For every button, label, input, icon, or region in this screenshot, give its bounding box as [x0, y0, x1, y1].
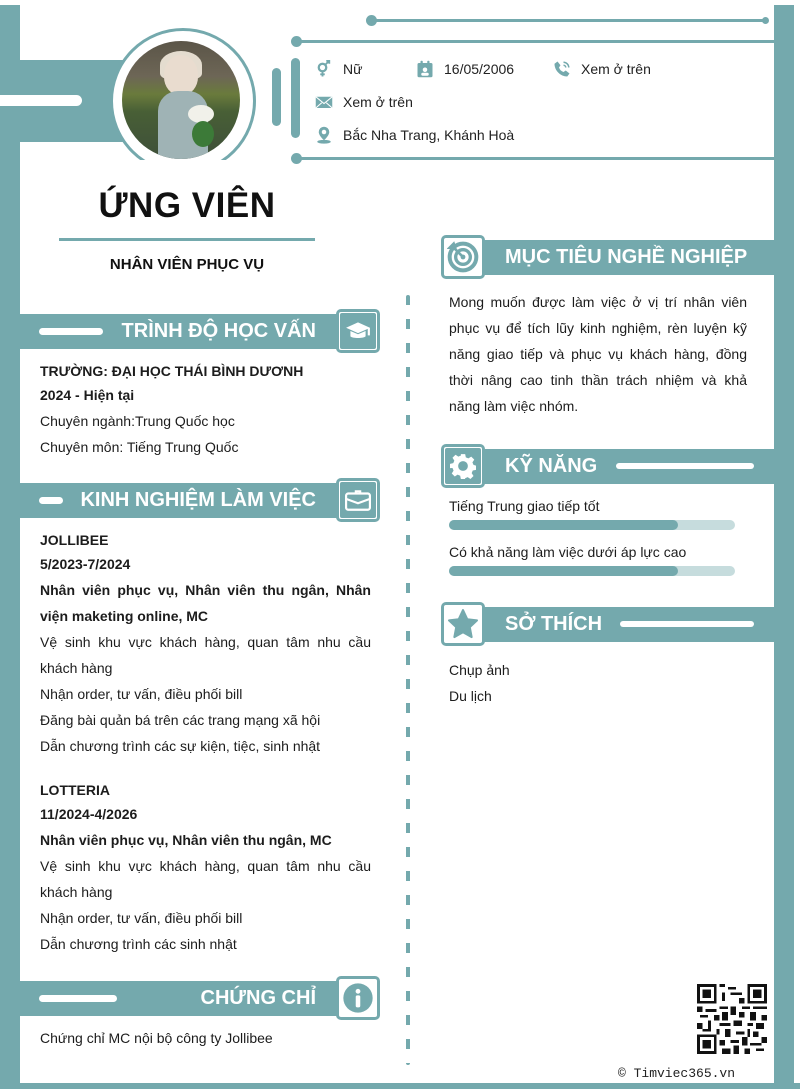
- job-company: LOTTERIA: [40, 782, 110, 798]
- job-position: Nhân viên phục vụ, Nhân viên thu ngân, MC: [40, 832, 332, 848]
- skill-label: Tiếng Trung giao tiếp tốt: [449, 498, 600, 514]
- section-header-experience: [20, 483, 338, 518]
- education-period: 2024 - Hiện tại: [40, 387, 135, 403]
- contact-phone: [553, 60, 651, 78]
- job-entry: [40, 777, 371, 957]
- education-content: [40, 358, 372, 460]
- contact-email: [315, 93, 413, 111]
- copyright: © Timviec365.vn: [618, 1066, 736, 1081]
- candidate-name: ỨNG VIÊN: [98, 186, 276, 225]
- contact-birthday: [416, 60, 514, 78]
- section-header-objective: [484, 240, 774, 275]
- education-major: Chuyên ngành:Trung Quốc học: [40, 413, 235, 429]
- decor-vbar: [272, 68, 281, 126]
- experience-title: KINH NGHIỆM LÀM VIỆC: [80, 489, 316, 511]
- objective-text: Mong muốn được làm việc ở vị trí nhân viên phục vụ để tích lũy kinh nghiệm, rèn luyện kỹ năng giao tiếp và phục vụ khách hàng, đồng thời nâng cao tinh thần trách nhiệm và khả năng làm việc nhóm.: [449, 294, 747, 414]
- section-header-certificates: [20, 981, 338, 1016]
- skill-bar: [449, 520, 735, 530]
- birthday-value: 16/05/2006: [444, 61, 515, 77]
- job-duty: Nhận order, tư vấn, điều phối bill: [40, 910, 243, 926]
- section-header-hobbies: [484, 607, 774, 642]
- job-duty: Vệ sinh khu vực khách hàng, quan tâm nhu cầu khách hàng: [40, 634, 371, 676]
- certificate-item: Chứng chỉ MC nội bộ công ty Jollibee: [40, 1030, 273, 1046]
- frame-bottom: [0, 1083, 800, 1089]
- experience-icon-box: [336, 478, 380, 522]
- objective-title: MỤC TIÊU NGHỀ NGHIỆP: [505, 246, 748, 268]
- hobby-item: Chụp ảnh: [449, 662, 510, 678]
- objective-icon-box: [441, 235, 485, 279]
- gear-icon: [450, 453, 476, 479]
- name-underline: [59, 238, 315, 241]
- section-header-skills: [484, 449, 774, 484]
- gender-value: Nữ: [343, 61, 363, 77]
- frame-right: [774, 5, 794, 1089]
- job-position: Nhân viên phục vụ, Nhân viên thu ngân, Nhân viện maketing online, MC: [40, 582, 371, 624]
- education-school: TRƯỜNG: ĐẠI HỌC THÁI BÌNH DƯƠNH: [40, 363, 304, 379]
- job-duty: Vệ sinh khu vực khách hàng, quan tâm nhu cầu khách hàng: [40, 858, 371, 900]
- hobbies-title: SỞ THÍCH: [505, 613, 603, 635]
- decor-line: [372, 19, 765, 22]
- column-divider: [406, 295, 410, 1065]
- education-icon-box: [336, 309, 380, 353]
- skill-label: Có khả năng làm việc dưới áp lực cao: [449, 544, 687, 560]
- gender-icon: [315, 60, 333, 78]
- email-value: Xem ở trên: [343, 94, 413, 110]
- phone-value: Xem ở trên: [581, 61, 651, 77]
- job-duty: Dẫn chương trình các sự kiện, tiệc, sinh nhật: [40, 738, 321, 754]
- hobbies-list: [449, 657, 510, 709]
- contact-address: [315, 126, 514, 144]
- skill-fill: [449, 566, 678, 576]
- hobbies-icon-box: [441, 602, 485, 646]
- job-period: 5/2023-7/2024: [40, 556, 131, 572]
- skills-list: [449, 493, 735, 576]
- decor-vbar: [291, 58, 300, 138]
- contact-gender: [315, 60, 362, 78]
- briefcase-icon: [345, 487, 371, 513]
- section-header-education: [20, 314, 338, 349]
- decor-line: [296, 40, 774, 43]
- star-icon: [447, 608, 479, 640]
- calendar-icon: [416, 60, 434, 78]
- address-value: Bắc Nha Trang, Khánh Hoà: [343, 127, 515, 143]
- hobby-item: Du lịch: [449, 688, 492, 704]
- phone-icon: [553, 60, 571, 78]
- certificates-icon-box: [336, 976, 380, 1020]
- decor-line: [296, 157, 774, 160]
- qr-code: [697, 984, 767, 1054]
- education-specialty: Chuyên môn: Tiếng Trung Quốc: [40, 439, 239, 455]
- graduation-cap-icon: [345, 318, 371, 344]
- job-duty: Đăng bài quản bá trên các trang mạng xã hội: [40, 712, 321, 728]
- certificates-title: CHỨNG CHỈ: [200, 987, 316, 1009]
- candidate-role: NHÂN VIÊN PHỤC VỤ: [109, 256, 265, 273]
- skill-bar: [449, 566, 735, 576]
- job-period: 11/2024-4/2026: [40, 806, 138, 822]
- skills-icon-box: [441, 444, 485, 488]
- job-entry: [40, 527, 371, 759]
- frame-left: [0, 5, 20, 1089]
- photo-ring-gap: [130, 160, 236, 180]
- skills-title: KỸ NĂNG: [505, 455, 598, 477]
- target-icon: [447, 241, 479, 273]
- avatar: [122, 41, 240, 159]
- header-decor-bar: [0, 95, 82, 106]
- job-company: JOLLIBEE: [40, 532, 109, 548]
- envelope-icon: [315, 93, 333, 111]
- skill-fill: [449, 520, 678, 530]
- education-title: TRÌNH ĐỘ HỌC VẤN: [121, 320, 316, 342]
- map-pin-icon: [315, 126, 333, 144]
- job-duty: Nhận order, tư vấn, điều phối bill: [40, 686, 243, 702]
- info-icon: [342, 982, 374, 1014]
- job-duty: Dẫn chương trình các sinh nhật: [40, 936, 237, 952]
- decor-dot: [762, 17, 769, 24]
